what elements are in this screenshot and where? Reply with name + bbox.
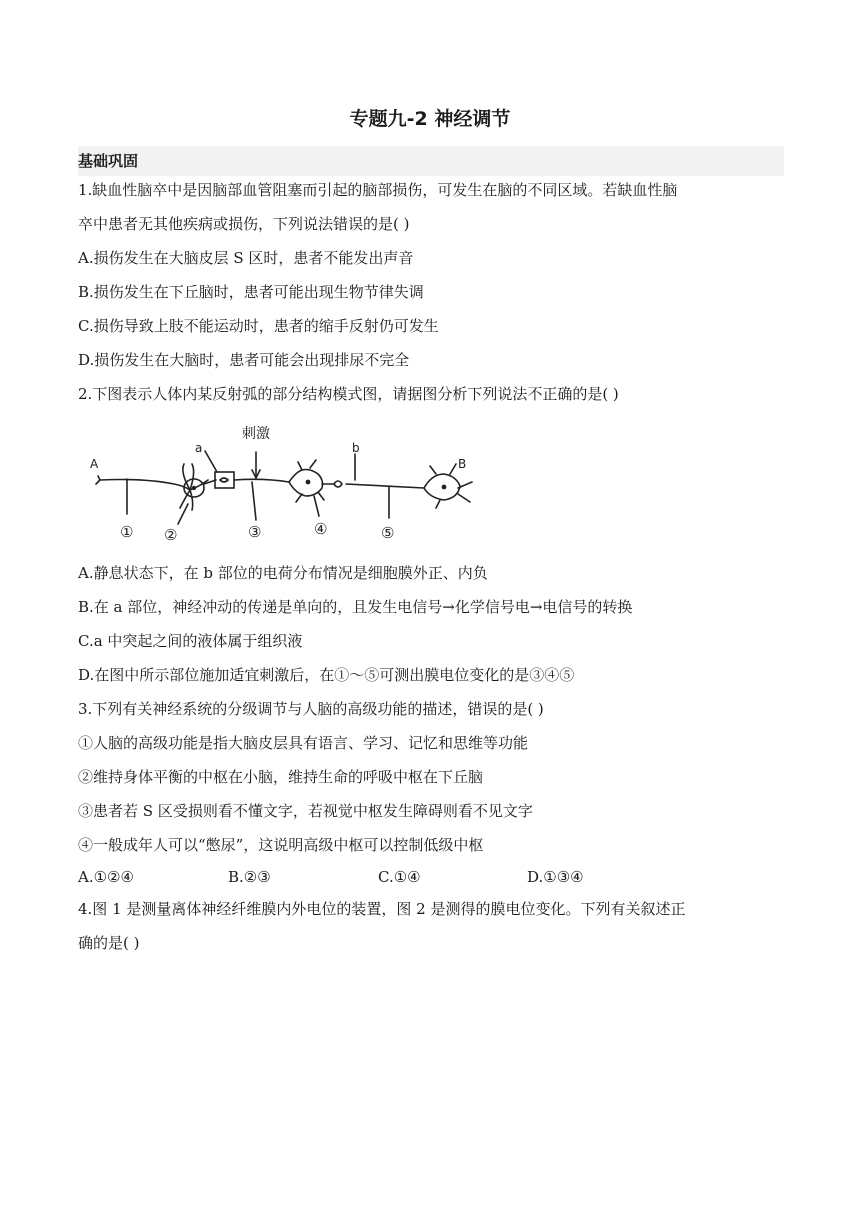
label-B: B	[458, 457, 467, 471]
marker-3: ③	[248, 523, 262, 541]
q1-stem-line1: 1.缺血性脑卒中是因脑部血管阻塞而引起的脑部损伤，可发生在脑的不同区域。若缺血性脑	[78, 181, 678, 199]
q2-option-b: B.在 a 部位，神经冲动的传递是单向的，且发生电信号→化学信号电→电信号的转换	[78, 598, 633, 616]
q3-statement-4: ④一般成年人可以“憋尿”，这说明高级中枢可以控制低级中枢	[78, 836, 484, 854]
q2-option-c: C.a 中突起之间的液体属于组织液	[78, 632, 303, 650]
section-label: 基础巩固	[78, 152, 139, 170]
marker-1: ①	[120, 523, 134, 541]
q1-option-d: D.损伤发生在大脑时，患者可能会出现排尿不完全	[78, 351, 410, 369]
q3-option-b: B.②③	[228, 868, 271, 886]
q3-stem: 3.下列有关神经系统的分级调节与人脑的高级功能的描述，错误的是( )	[78, 700, 544, 718]
q1-option-c: C.损伤导致上肢不能运动时，患者的缩手反射仍可发生	[78, 317, 439, 335]
q3-statement-2: ②维持身体平衡的中枢在小脑，维持生命的呼吸中枢在下丘脑	[78, 768, 484, 786]
label-a: a	[195, 441, 203, 455]
q2-option-a: A.静息状态下，在 b 部位的电荷分布情况是细胞膜外正、内负	[78, 564, 488, 582]
marker-4: ④	[314, 520, 328, 538]
marker-5: ⑤	[381, 524, 395, 542]
q1-option-a: A.损伤发生在大脑皮层 S 区时，患者不能发出声音	[78, 249, 414, 267]
q3-statement-3: ③患者若 S 区受损则看不懂文字，若视觉中枢发生障碍则看不见文字	[78, 802, 533, 820]
q3-statement-1: ①人脑的高级功能是指大脑皮层具有语言、学习、记忆和思维等功能	[78, 734, 529, 752]
q1-stem-line2: 卒中患者无其他疾病或损伤，下列说法错误的是( )	[78, 215, 410, 233]
reflex-arc-diagram	[84, 418, 484, 548]
q2-stem: 2.下图表示人体内某反射弧的部分结构模式图，请据图分析下列说法不正确的是( )	[78, 385, 619, 403]
q3-option-c: C.①④	[378, 868, 421, 886]
q4-stem-line1: 4.图 1 是测量离体神经纤维膜内外电位的装置，图 2 是测得的膜电位变化。下列有关叙述正	[78, 900, 686, 918]
label-A: A	[90, 457, 99, 471]
q2-option-d: D.在图中所示部位施加适宜刺激后，在①～⑤可测出膜电位变化的是③④⑤	[78, 666, 575, 684]
label-b: b	[352, 441, 360, 455]
q3-option-d: D.①③④	[527, 868, 584, 886]
q1-option-b: B.损伤发生在下丘脑时，患者可能出现生物节律失调	[78, 283, 424, 301]
q3-option-a: A.①②④	[78, 868, 134, 886]
section-header-bar	[78, 146, 784, 176]
stimulus-label: 刺激	[242, 426, 270, 442]
marker-2: ②	[164, 526, 178, 544]
page-title: 专题九-2 神经调节	[349, 108, 511, 130]
q4-stem-line2: 确的是( )	[78, 934, 140, 952]
